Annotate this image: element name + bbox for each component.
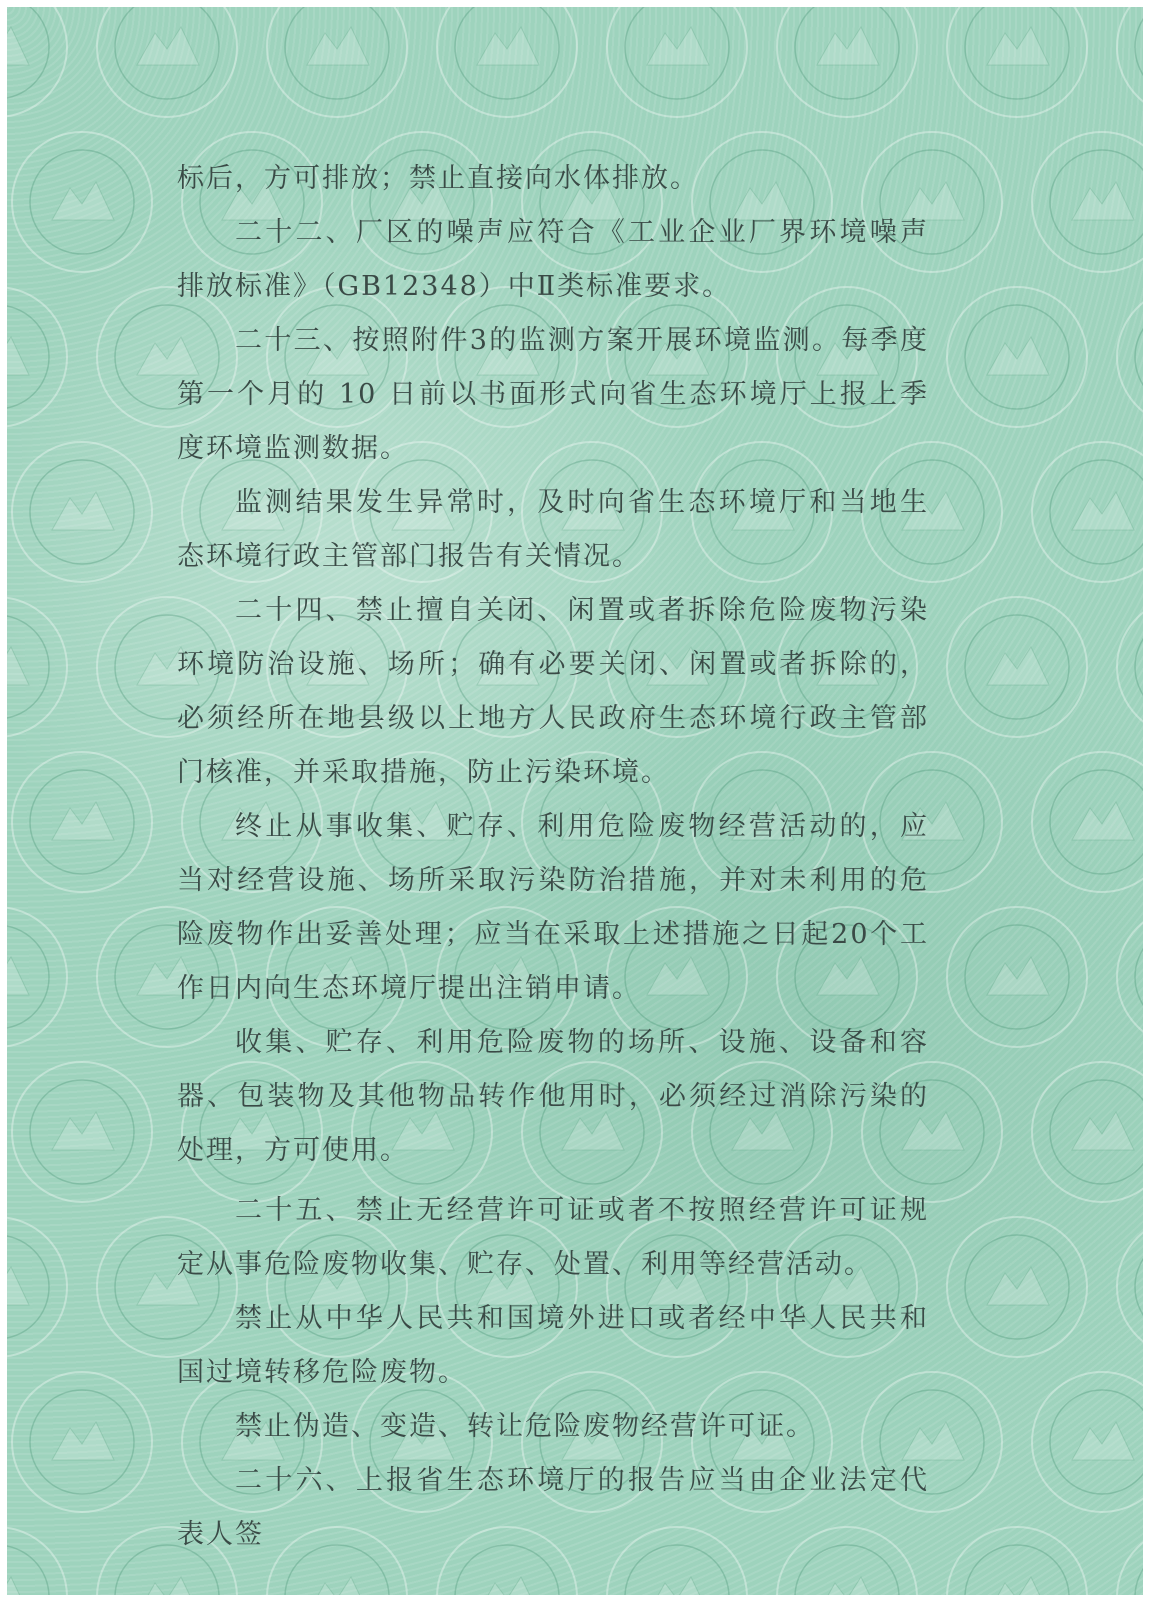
- watermark-mountain-mark: [817, 1577, 879, 1595]
- watermark-seal: [947, 1527, 1087, 1595]
- watermark-seal-ring: [1135, 1545, 1143, 1595]
- watermark-seal-ring: [1135, 925, 1143, 1029]
- watermark-mountain-mark: [987, 1267, 1049, 1305]
- watermark-seal: [7, 1527, 67, 1595]
- watermark-seal-ring: [30, 150, 134, 254]
- watermark-mountain-mark: [1072, 492, 1134, 530]
- watermark-mountain-mark: [52, 1112, 114, 1150]
- watermark-seal: [1117, 7, 1143, 117]
- watermark-seal: [12, 1062, 152, 1202]
- watermark-seal-ring: [965, 925, 1069, 1029]
- watermark-mountain-mark: [1072, 802, 1134, 840]
- watermark-seal: [12, 1372, 152, 1512]
- watermark-mountain-mark: [647, 27, 709, 65]
- watermark-mountain-mark: [817, 27, 879, 65]
- watermark-seal-ring: [30, 460, 134, 564]
- watermark-mountain-mark: [7, 1267, 29, 1305]
- watermark-mountain-mark: [1072, 1112, 1134, 1150]
- paragraph-5: 二十四、禁止擅自关闭、闲置或者拆除危险废物污染环境防治设施、场所；确有必要关闭、闲置或者拆除的，必须经所在地县级以上地方人民政府生态环境行政主管部门核准，并采取措施，防止污染环境。: [177, 595, 929, 788]
- paragraph-4: 监测结果发生异常时，及时向省生态环境厅和当地生态环境行政主管部门报告有关情况。: [177, 487, 929, 572]
- watermark-mountain-mark: [52, 182, 114, 220]
- paragraph-10: 禁止伪造、变造、转让危险废物经营许可证。: [235, 1411, 815, 1442]
- paragraph-3: 二十三、按照附件3的监测方案开展环境监测。每季度第一个月的 10 日前以书面形式向省生态环境厅上报上季度环境监测数据。: [177, 325, 929, 464]
- watermark-seal: [1117, 597, 1143, 737]
- watermark-seal-ring: [30, 1390, 134, 1494]
- watermark-seal: [1117, 287, 1143, 427]
- watermark-mountain-mark: [52, 492, 114, 530]
- document-body: [177, 152, 929, 1562]
- watermark-seal: [12, 442, 152, 582]
- watermark-mountain-mark: [7, 647, 29, 685]
- watermark-mountain-mark: [137, 1577, 199, 1595]
- watermark-seal-ring: [965, 615, 1069, 719]
- watermark-seal: [947, 287, 1087, 427]
- watermark-mountain-mark: [477, 27, 539, 65]
- document-page: [7, 7, 1143, 1595]
- watermark-mountain-mark: [1072, 1422, 1134, 1460]
- watermark-seal: [1117, 1217, 1143, 1357]
- watermark-seal-ring: [965, 1235, 1069, 1339]
- watermark-seal-ring: [1135, 7, 1143, 99]
- watermark-seal: [947, 597, 1087, 737]
- watermark-seal: [1117, 1527, 1143, 1595]
- watermark-mountain-mark: [52, 802, 114, 840]
- watermark-seal-ring: [965, 305, 1069, 409]
- paragraph-2: 二十二、厂区的噪声应符合《工业企业厂界环境噪声排放标准》（GB12348）中Ⅱ类标准要求。: [177, 217, 929, 302]
- watermark-seal: [12, 752, 152, 892]
- watermark-mountain-mark: [987, 27, 1049, 65]
- watermark-mountain-mark: [647, 1577, 709, 1595]
- paragraph-8: 二十五、禁止无经营许可证或者不按照经营许可证规定从事危险废物收集、贮存、处置、利用等经营活动。: [177, 1195, 929, 1280]
- watermark-seal-ring: [1135, 305, 1143, 409]
- watermark-mountain-mark: [307, 27, 369, 65]
- watermark-seal-ring: [1135, 1235, 1143, 1339]
- paragraph-11: 二十六、上报省生态环境厅的报告应当由企业法定代表人签: [177, 1465, 929, 1550]
- watermark-seal-ring: [1135, 615, 1143, 719]
- watermark-seal: [947, 907, 1087, 1047]
- paragraph-9: 禁止从中华人民共和国境外进口或者经中华人民共和国过境转移危险废物。: [177, 1303, 929, 1388]
- watermark-seal: [1117, 907, 1143, 1047]
- watermark-mountain-mark: [7, 1577, 29, 1595]
- watermark-seal: [12, 132, 152, 272]
- watermark-mountain-mark: [987, 647, 1049, 685]
- paragraph-1: 标后，方可排放；禁止直接向水体排放。: [177, 163, 699, 194]
- watermark-mountain-mark: [477, 1577, 539, 1595]
- watermark-mountain-mark: [7, 337, 29, 375]
- watermark-seal-ring: [965, 1545, 1069, 1595]
- watermark-seal-ring: [30, 1080, 134, 1184]
- watermark-mountain-mark: [987, 1577, 1049, 1595]
- watermark-seal: [947, 1217, 1087, 1357]
- watermark-mountain-mark: [7, 27, 29, 65]
- watermark-mountain-mark: [987, 957, 1049, 995]
- watermark-mountain-mark: [307, 1577, 369, 1595]
- watermark-mountain-mark: [7, 957, 29, 995]
- paragraph-7: 收集、贮存、利用危险废物的场所、设施、设备和容器、包装物及其他物品转作他用时，必须经过消除污染的处理，方可使用。: [177, 1027, 929, 1166]
- paragraph-6: 终止从事收集、贮存、利用危险废物经营活动的，应当对经营设施、场所采取污染防治措施，并对未利用的危险废物作出妥善处理；应当在采取上述措施之日起20个工作日内向生态环境厅提出注销申请。: [177, 811, 929, 1004]
- watermark-mountain-mark: [1072, 182, 1134, 220]
- watermark-mountain-mark: [52, 1422, 114, 1460]
- watermark-mountain-mark: [137, 27, 199, 65]
- watermark-seal-ring: [30, 770, 134, 874]
- watermark-mountain-mark: [987, 337, 1049, 375]
